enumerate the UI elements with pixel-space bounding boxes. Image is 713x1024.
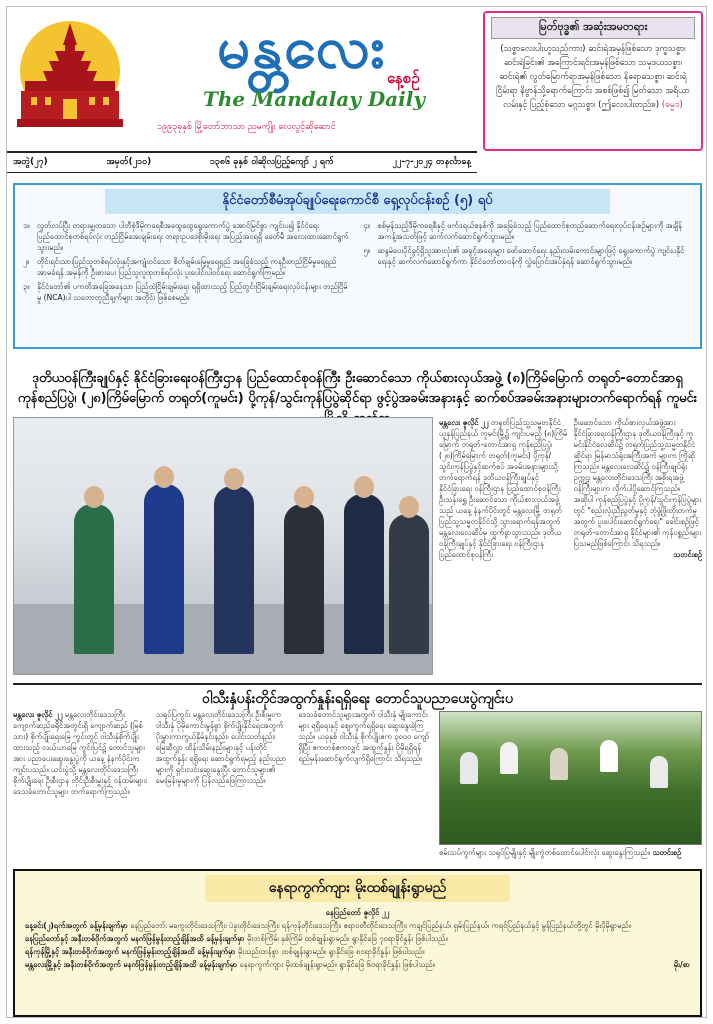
cotton-text-col3: ဒေသခံတောင်သူများအတွက် ဝါသီးနှံ မျိုးကောင်းများ ရရှိရေးနှင့် ဈေးကွက်ရရှိရေး ဆွေးနွေးခဲ့ကြသည်။ ယခုနှစ် ဝါသီးနှံ စိုက်ပျိုးဧက ၃၀၀၀ ကျော်ရှိပြီး ဧကတစ်ဧကလျှင် အထွက်နှုန်း ပိုမိုရရှိရန် ရည်မှန်းဆောင်ရွက်လျက်ရှိကြောင်း သိရသည်။ [298, 710, 430, 763]
delegation-photo [13, 417, 433, 675]
palace-logo [11, 15, 129, 133]
issue-number: အမှတ်(၂၁၀) [106, 157, 152, 167]
cotton-byline: သတင်းစဉ် [652, 848, 682, 857]
cotton-photo-caption: စမ်းသပ်ကွက်များ သရုပ်ပြမျိုးနှင့် မျိုးကွဲတစ်ထောင်ပေါင်းလုံး ဆွေးနွေးကြသည်။ သတင်းစဉ် [439, 848, 682, 857]
dhamma-box-body [485, 42, 701, 112]
dhamma-text: (သစ္စာလေးပါးဟူသည်ကား) ဆင်းရဲအမှန်ဖြစ်သော ဒုက္ခသစ္စာ၊ ဆင်းရဲခြင်း၏ အကြောင်းရင်းအမှန်ဖြစ်သော သမုဒယသစ္စာ၊ ဆင်းရဲ၏ လွတ်မြောက်ရာအမှန်ဖြစ်သော နိရောဓသစ္စာ၊ ဆင်းရဲငြိမ်းရာ နိဗ္ဗာန်သို့ရောက်ကြောင်း အစစ်ဖြစ်၍ မြတ်သော အရိယာလမ်းနှင့် ပြည့်စုံသော မဂ္ဂသစ္စာ၊ (ဤလေးပါးတည်း။) [496, 44, 690, 110]
masthead-title: မန္တလေး [217, 13, 387, 81]
gregorian-date: ၂၂-၇-၂၀၂၄ တနင်္လာနေ့ [392, 157, 471, 167]
volume-number: အတွဲ(၂၇) [13, 157, 48, 167]
cotton-article-title: ဝါသီးနှံပန်းတိုင်အထွက်နှုန်းရရှိရေး တောင်သူပညာပေးပွဲကျင်းပ [13, 683, 702, 710]
newspaper-page [6, 6, 707, 1018]
myanmar-date: ၁၃၈၆ ခုနှစ် ဝါဆိုလပြည့်ကျော် ၂ ရက် [209, 157, 334, 167]
main-headline: ဒုတိယဝန်ကြီးချုပ်နှင့် နိုင်ငံခြားရေးဝန်ကြီးဌာန ပြည်ထောင်စုဝန်ကြီး ဦးဆောင်သော ကိုယ်စားလှယ်အဖွဲ့ (၈)ကြိမ်မြောက် တရုတ်-တောင်အာရှ ကုန်စည်ပြပွဲ၊ (၂၈)ကြိမ်မြောက် တရုတ်(ကူမင်း) ပို့ကုန်/သွင်းကုန်ပြပွဲဆိုင်ရာ ဖွင့်ပွဲအခမ်းအနားနှင့် ဆက်စပ်အခမ်းအနားများတက်ရောက်ရန် ကူမင်း [17, 371, 698, 406]
govt-item: ၄။ စစ်မှန်သည့်ဒီမိုကရေစီနှင့် ဖက်ဒရယ်စနစ်ကို အခြေခံသည့် ပြည်ထောင်စုတည်ဆောက်ရေးလုပ်ငန်းစဉ်များကို အချိန်အကန့်အသတ်ဖြင့် ဆက်လက်ဆောင်ရွက်သွားမည်။ [363, 221, 682, 241]
dhamma-box-title: မြတ်ဗုဒ္ဓ၏ အဆုံးအမတရား [491, 17, 695, 39]
article-dateline: မန္တလေး ဇူလိုင် ၂၂ [439, 418, 489, 427]
article-text-col2: ဦးဆောင်သော ကိုယ်စားလှယ်အဖွဲ့အား နိုင်ငံခြားရေးဝန်ကြီးဌာန ဒုတိယဝန်ကြီးနှင့် ကူမင်းနိုင်ငံလေဆိပ်၌ တရုတ်ပြည်သူ့သမ္မတနိုင်ငံဆိုင်ရာ မြန်မာသံရုံးအကြီးအကဲ များက ကြိုဆိုကြသည်။ မန္တလေးလေဆိပ်၌ ဝန်ကြီးချုပ်ရုံး ဥက္ကဋ္ဌ၊ မန္တလေးတိုင်းဒေသကြီး အစိုးရအဖွဲ့ ဝန်ကြီးများက လိုက်ပါပို့ဆောင်ကြသည်။ အဆိုပါ ကုန်စည်ပြပွဲနှင့် ပို့ကုန်/သွင်းကုန်ပြပွဲများတွင် "စည်းလုံးညီညွတ်မှုနှင့် ဘုံဖွံ့ဖြိုးတိုးတက်မှုအတွက် ပူးပေါင်းဆောင်ရွက်ရေး" ခေါင်းစဉ်ဖြင့် တရုတ်-တောင်အာရှ နိုင်ငံများ၏ ကုန်ပစ္စည်းများ ပြသမည်ဖြစ်ကြောင်း သိရသည်။ [573, 418, 702, 548]
govt-roadmap-title: နိုင်ငံတော်စီမံအုပ်ချုပ်ရေးကောင်စီ ရှေ့လုပ်ငန်းစဉ် (၅) ရပ် [105, 189, 610, 214]
govt-item: ၂။ တိုင်းရင်းသားပြည်သူတစ်ရပ်လုံးနှင့်အကျုံးဝင်သော စိတ်ချမ်းမြေ့မှုရေရှည် အခြေခံသည့် ကနဦးတည်ငြိမ်မှုရေရှည်အာမခံရန် အမှန်ကို ဦးစားပေး ပြည်သူလူထုတစ်ရပ်လုံး ပူးပေါင်းပါဝင်ရေး ဆောင်ရွက်ကြမည်။ [23, 257, 337, 277]
issue-date-bar [7, 151, 477, 173]
dhamma-box [483, 11, 703, 151]
cotton-text-col1: မန္တလေးတိုင်းဒေသကြီး ကျောက်ဆည်ခရိုင်အတွင်းရှိ ကျောက်ဆည် (မြစ်သား) စိုက်ပျိုးရေးမြေ ကွင်းတွင် ဝါသီးနှံစိုက်ပျိုးထားသည့် လယ်ယာမြေ ကွင်းပြင်၌ တောင်သူများအား ပညာပေးဆွေးနွေးပွဲကို ယနေ့ နံနက်ပိုင်းက ကျင်းပသည်။ ယင်းပွဲသို့ မန္တလေးတိုင်းဒေသကြီး စိုက်ပျိုးရေး ဦးစီးဌာန တိုင်းဦးစီးမှူးနှင့် ဝန်ထမ်းများ၊ ဒေသခံတောင်သူများ တက်ရောက်ကြသည်။ [13, 710, 147, 796]
govt-roadmap-col-right [364, 220, 693, 306]
dhamma-source: (ဓမ္မ၁) [661, 100, 683, 110]
cotton-field-photo [439, 711, 702, 845]
weather-dateline: နေပြည်တော် ဇူလိုင် ၂၂ [325, 908, 390, 917]
cotton-text-col2: သရုပ်ပြကွင်း မန္တလေးတိုင်းဒေသကြီး ဦးစီးမှူးက ဝါသီးနှံ ပိုမိုကောင်းမွန်စွာ စိုက်ပျိုးနိုင်ရေးအတွက် ပိုးမွှားကာကွယ်နှိမ်နင်းနည်း၊ ပေါင်းသတ်နည်း၊ မြေဆီလွှာ ထိန်းသိမ်းနည်းများနှင့် ပန်းတိုင် အထွက်နှုန်း ရရှိရေး ဆောင်ရွက်ရမည့် နည်းပညာများကို ရှင်းလင်းဆွေးနွေးပြီး တောင်သူများ၏ မေးမြန်းမှုများကို ပြန်လည်ဖြေကြားသည်။ [155, 710, 287, 785]
govt-roadmap-box [13, 183, 702, 349]
article-text-col1: တရုတ်ပြည်သူ့သမ္မတနိုင်ငံ ယူနန်ပြည်နယ် ကူမင်းမြို့၌ ကျင်းပမည့် (၈)ကြိမ်မြောက် တရုတ်-တောင်အာရှ ကုန်စည်ပြပွဲ၊ (၂၈)ကြိမ်မြောက် တရုတ်(ကူမင်း) ပို့ကုန်/သွင်းကုန်ပြပွဲနှင့်ဆက်စပ် အခမ်းအနားများသို့ တက်ရောက်ရန် ဒုတိယဝန်ကြီးချုပ်နှင့် နိုင်ငံခြားရေး ဝန်ကြီးဌာန ပြည်ထောင်စုဝန်ကြီး ဦးသန်းရွှေ ဦးဆောင်သော ကိုယ်စားလှယ်အဖွဲ့သည် ယနေ့ နံနက်ပိုင်းတွင် မန္တလေးမြို့ တရုတ်ပြည်သူ့သမ္မတနိုင်ငံသို့ သွားရောက်ရန်အတွက် မန္တလေးလေဆိပ်မှ ထွက်ခွာသွားသည်။ ဒုတိယဝန်ကြီးချုပ်နှင့် နိုင်ငံခြားရေး ဝန်ကြီးဌာန ပြည်ထောင်စုဝန်ကြီး [439, 418, 568, 559]
cotton-dateline: မန္တလေး ဇူလိုင် ၂၂ [13, 710, 63, 719]
govt-roadmap-col-left [23, 220, 352, 306]
delegation-article [439, 417, 702, 675]
masthead-subtitle: နေ့စဉ် [387, 69, 420, 87]
weather-body: နေပြည်တော် ဇူလိုင် ၂၂ နေ့ခင်း(၂)ရက်အတွက် ခန့်မှန်းချက်မှာ နေပြည်တော်၊ မကွေးတိုင်းဒေသကြီး၊ ပဲခူးတိုင်းဒေသကြီး၊ ရန်ကုန်တိုင်းဒေသကြီး၊ ဧရာဝတီတိုင်းဒေသကြီး၊ ကချင်ပြည်နယ်၊ ရှမ်းပြည်နယ်၊ ကရင်ပြည်နယ်နှင့် မွန်ပြည်နယ်တို့တွင် မိုးပိုမိုရွာမည်။ နေပြည်တော်နှင့် အနီးတစ်ဝိုက်အတွက် မနက်ဖြန်မွန်းတည့်ချိန်အထိ ခန့်မှန်းချက်မှာ မိုးတစ်ကြိမ်၊ နှစ်ကြိမ် ထစ်ချုန်းရွာမည်။ ရွာနိုင်ခြေ ၇၀ရာခိုင်နှုန်း ဖြစ်ပါသည်။ ရန်ကုန်မြို့နှင့် အနီးတစ်ဝိုက်အတွက် မနက်ဖြန်မွန်းတည့်ချိန်အထိ ခန့်မှန်းချက်မှာ မိုးသည်းထန်စွာ ထစ်ချုန်းရွာမည်။ ရွာနိုင်ခြေ ၈၀ရာခိုင်နှုန်း ဖြစ်ပါသည်။ မန္တလေးမြို့နှင့် အနီးတစ်ဝိုက်အတွက် မနက်ဖြန်မွန်းတည့်ချိန်အထိ ခန့်မှန်းချက်မှာ နေရာကွက်ကျား မိုးထစ်ချုန်းရွာမည်။ ရွာနိုင်ခြေ ၆၀ရာခိုင်နှုန်း ဖြစ်ပါသည်။ မိုး/စာ [25, 908, 690, 969]
masthead [7, 7, 477, 147]
masthead-title-english: The Mandalay Daily [203, 87, 425, 111]
govt-item: ၃။ နိုင်ငံတော်၏ ပကတိအခြေအနေသာ ပြည်ထဲငြိမ်းချမ်းရေး ရရှိထားသည့် ပြည်တွင်းငြိမ်းချမ်းရေးလုပ်ငန်းများ တည်ငြိမ်မှု (NCA)ပါ သဘောတူညီချက်များ အတိုင်း ဖြစ်စေမည်။ [23, 282, 348, 302]
govt-item: ၁။ လွတ်လပ်ပြီး တရားမျှတသော ပါတီစုံဒီမိုကရေစီအထွေထွေရွေးကောက်ပွဲ အောင်မြင်စွာ ကျင်းပ၍ နိုင်ငံရေး ပြည်ထောင်စုတစ်ရပ်လုံး တည်ငြိမ်အေးချမ်းရေး တရားဥပဒေစိုးမိုးရေး အပြည့်အဝရရှိ ခေတ်မီ အလေးထားဆောင်ရွက်သွားမည်။ [23, 221, 349, 252]
weather-title: နေရာကွက်ကျား မိုးထစ်ချုန်းရွာမည် [205, 875, 510, 902]
weather-box [13, 869, 702, 1017]
govt-item: ၅။ ဆန္ဒမဲပေးပိုင်ခွင့်ရှိသူအားလုံး၏ အခွင့်အရေးများ ဖော်ဆောင်ရေး နည်းလမ်းကောင်းများဖြင့် ရွေးကောက်ပွဲ ကျင်းပနိုင်ရေးနှင့် ဆက်လက်ဆောင်ရွက်ကာ နိုင်ငံတော်တာဝန်ကို လွှဲပြောင်းအပ်နှံရန် ဆောင်ရွက်သွားမည်။ [363, 246, 685, 266]
cotton-article [13, 709, 433, 859]
masthead-tagline: ၁၉၉၃ခုနှစ် မြို့တော်ဘာသာ ညမကျိုး လေလွင့်ဆိုဆောင် [157, 122, 336, 132]
weather-signoff: မိုး/စာ [673, 960, 690, 969]
article-byline: သတင်းစဉ် [673, 550, 702, 559]
